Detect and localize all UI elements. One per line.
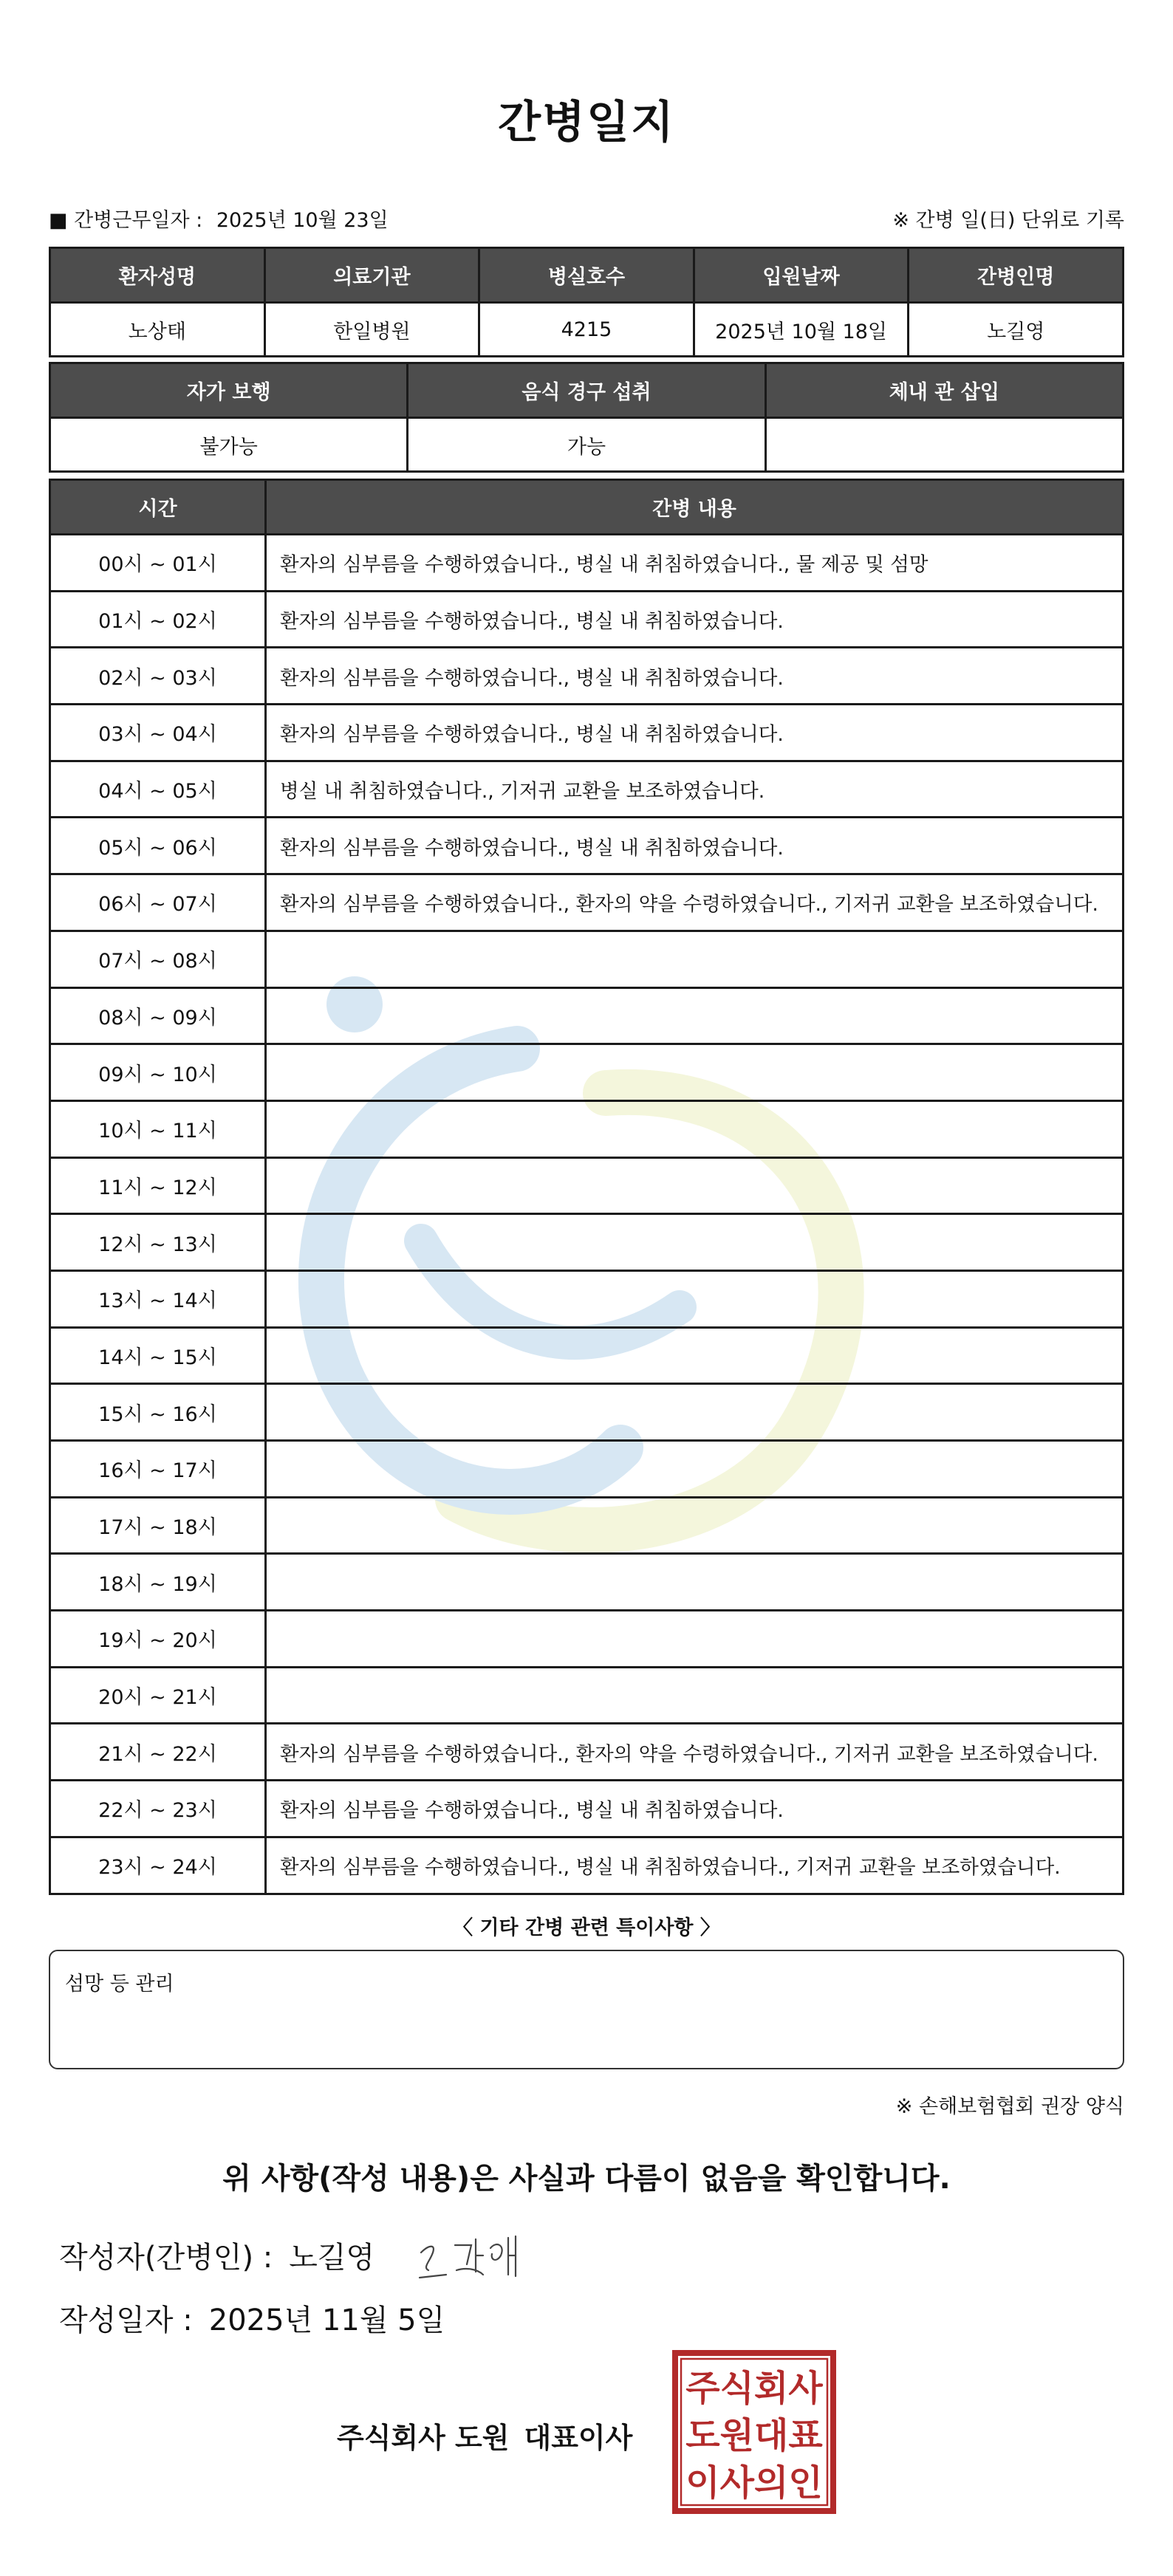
table-row xyxy=(50,648,1124,705)
log-content: 환자의 심부름을 수행하였습니다., 병실 내 취침하였습니다. xyxy=(266,648,1124,705)
header-caregiver: 간병인명 xyxy=(909,248,1124,303)
header-walking: 자가 보행 xyxy=(50,363,408,418)
admission-date: 2025년 10월 18일 xyxy=(694,303,909,357)
table-row xyxy=(50,591,1124,648)
log-content: 환자의 심부름을 수행하였습니다., 병실 내 취침하였습니다., 물 제공 및 섬망 xyxy=(266,535,1124,592)
log-time: 16시 ~ 17시 xyxy=(50,1441,266,1498)
writer-label: 작성자(간병인) : xyxy=(59,2241,273,2275)
table-row xyxy=(50,1214,1124,1271)
caregiver-name: 노길영 xyxy=(909,303,1124,357)
table-row xyxy=(50,1270,1124,1327)
log-time: 01시 ~ 02시 xyxy=(50,591,266,648)
work-date-label: ■ 간병근무일자 : xyxy=(49,209,203,232)
table-row xyxy=(50,874,1124,931)
log-time: 17시 ~ 18시 xyxy=(50,1497,266,1554)
table-row xyxy=(50,1554,1124,1611)
log-time: 21시 ~ 22시 xyxy=(50,1724,266,1781)
header-hospital: 의료기관 xyxy=(264,248,479,303)
log-time: 07시 ~ 08시 xyxy=(50,931,266,987)
company-name: 주식회사 도원 xyxy=(337,2422,510,2454)
table-row xyxy=(50,1327,1124,1384)
header-admission-date: 입원날짜 xyxy=(694,248,909,303)
log-time: 09시 ~ 10시 xyxy=(50,1044,266,1101)
table-row xyxy=(50,818,1124,874)
log-time: 22시 ~ 23시 xyxy=(50,1781,266,1837)
table-row xyxy=(50,1781,1124,1837)
form-note: ※ 손해보험협회 권장 양식 xyxy=(895,2095,1124,2118)
hospital-name: 한일병원 xyxy=(264,303,479,357)
log-content xyxy=(266,1100,1124,1157)
log-time: 11시 ~ 12시 xyxy=(50,1157,266,1214)
table-row xyxy=(50,535,1124,592)
log-content: 환자의 심부름을 수행하였습니다., 병실 내 취침하였습니다. xyxy=(266,1781,1124,1837)
table-row xyxy=(50,1441,1124,1498)
notes-box xyxy=(49,1950,1124,2069)
seal-text-line: 이사의인 xyxy=(685,2462,823,2504)
log-content xyxy=(266,1214,1124,1271)
notes-heading: 〈 기타 간병 관련 특이사항 〉 xyxy=(453,1916,720,1939)
table-row xyxy=(50,1837,1124,1894)
log-time: 06시 ~ 07시 xyxy=(50,874,266,931)
confirmation-statement: 위 사항(작성 내용)은 사실과 다름이 없음을 확인합니다. xyxy=(222,2162,951,2196)
table-row xyxy=(50,1667,1124,1724)
written-date-value: 2025년 11월 5일 xyxy=(208,2303,445,2337)
written-date-line xyxy=(59,2297,445,2339)
patient-info-table xyxy=(49,247,1124,357)
header-tube-insertion: 체내 관 삽입 xyxy=(765,363,1123,418)
table-header-row xyxy=(50,480,1124,535)
table-row xyxy=(50,1724,1124,1781)
log-time: 10시 ~ 11시 xyxy=(50,1100,266,1157)
log-content xyxy=(266,987,1124,1044)
care-log-body xyxy=(50,535,1124,1894)
table-row xyxy=(50,705,1124,761)
table-row xyxy=(50,1044,1124,1101)
log-time: 23시 ~ 24시 xyxy=(50,1837,266,1894)
log-time: 05시 ~ 06시 xyxy=(50,818,266,874)
patient-status-table xyxy=(49,362,1124,473)
care-log-table xyxy=(49,479,1124,1895)
log-content: 환자의 심부름을 수행하였습니다., 병실 내 취침하였습니다. xyxy=(266,705,1124,761)
log-content: 환자의 심부름을 수행하였습니다., 환자의 약을 수령하였습니다., 기저귀 교환을 보조하였습니다. xyxy=(266,874,1124,931)
log-content xyxy=(266,1270,1124,1327)
patient-name: 노상태 xyxy=(50,303,265,357)
room-number: 4215 xyxy=(479,303,694,357)
log-time: 20시 ~ 21시 xyxy=(50,1667,266,1724)
table-header-row xyxy=(50,248,1124,303)
table-row xyxy=(50,1100,1124,1157)
seal-text-line: 주식회사 xyxy=(685,2368,823,2409)
writer-name: 노길영 xyxy=(289,2241,375,2275)
page-title: 간병일지 xyxy=(498,97,675,148)
log-content: 환자의 심부름을 수행하였습니다., 병실 내 취침하였습니다. xyxy=(266,818,1124,874)
written-date-label: 작성일자 : xyxy=(59,2303,193,2337)
table-row xyxy=(50,303,1124,357)
log-content: 환자의 심부름을 수행하였습니다., 병실 내 취침하였습니다., 기저귀 교환을 보조하였습니다. xyxy=(266,1837,1124,1894)
table-row xyxy=(50,1497,1124,1554)
log-content xyxy=(266,1044,1124,1101)
log-content: 병실 내 취침하였습니다., 기저귀 교환을 보조하였습니다. xyxy=(266,761,1124,818)
header-patient-name: 환자성명 xyxy=(50,248,265,303)
header-care-content: 간병 내용 xyxy=(266,480,1124,535)
log-time: 00시 ~ 01시 xyxy=(50,535,266,592)
log-time: 02시 ~ 03시 xyxy=(50,648,266,705)
log-time: 14시 ~ 15시 xyxy=(50,1327,266,1384)
log-content xyxy=(266,1441,1124,1498)
log-time: 12시 ~ 13시 xyxy=(50,1214,266,1271)
log-content xyxy=(266,1554,1124,1611)
work-date-value: 2025년 10월 23일 xyxy=(216,209,389,232)
company-role: 대표이사 xyxy=(524,2422,633,2454)
log-time: 08시 ~ 09시 xyxy=(50,987,266,1044)
company-line xyxy=(337,2415,632,2456)
log-content xyxy=(266,1327,1124,1384)
seal-text-line: 도원대표 xyxy=(685,2415,823,2456)
log-content xyxy=(266,1384,1124,1441)
log-content xyxy=(266,931,1124,987)
table-row xyxy=(50,761,1124,818)
log-time: 19시 ~ 20시 xyxy=(50,1611,266,1668)
header-oral-intake: 음식 경구 섭취 xyxy=(408,363,765,418)
log-time: 04시 ~ 05시 xyxy=(50,761,266,818)
oral-intake-status: 가능 xyxy=(408,418,765,472)
header-time: 시간 xyxy=(50,480,266,535)
work-date xyxy=(49,204,389,233)
table-row xyxy=(50,931,1124,987)
walking-status: 불가능 xyxy=(50,418,408,472)
table-row xyxy=(50,1611,1124,1668)
log-time: 18시 ~ 19시 xyxy=(50,1554,266,1611)
tube-insertion-status xyxy=(765,418,1123,472)
log-time: 15시 ~ 16시 xyxy=(50,1384,266,1441)
unit-note: ※ 간병 일(日) 단위로 기록 xyxy=(892,209,1124,232)
log-content xyxy=(266,1157,1124,1214)
log-content xyxy=(266,1611,1124,1668)
table-row xyxy=(50,987,1124,1044)
table-header-row xyxy=(50,363,1124,418)
notes-text: 섬망 등 관리 xyxy=(65,1973,174,1996)
log-content: 환자의 심부름을 수행하였습니다., 환자의 약을 수령하였습니다., 기저귀 교환을 보조하였습니다. xyxy=(266,1724,1124,1781)
log-content xyxy=(266,1497,1124,1554)
log-time: 13시 ~ 14시 xyxy=(50,1270,266,1327)
table-row xyxy=(50,1384,1124,1441)
writer-line xyxy=(59,2234,375,2276)
handwritten-signature xyxy=(414,2223,539,2289)
header-room: 병실호수 xyxy=(479,248,694,303)
log-time: 03시 ~ 04시 xyxy=(50,705,266,761)
table-row xyxy=(50,1157,1124,1214)
company-seal-stamp xyxy=(671,2349,838,2515)
log-content xyxy=(266,1667,1124,1724)
log-content: 환자의 심부름을 수행하였습니다., 병실 내 취침하였습니다. xyxy=(266,591,1124,648)
table-row xyxy=(50,418,1124,472)
